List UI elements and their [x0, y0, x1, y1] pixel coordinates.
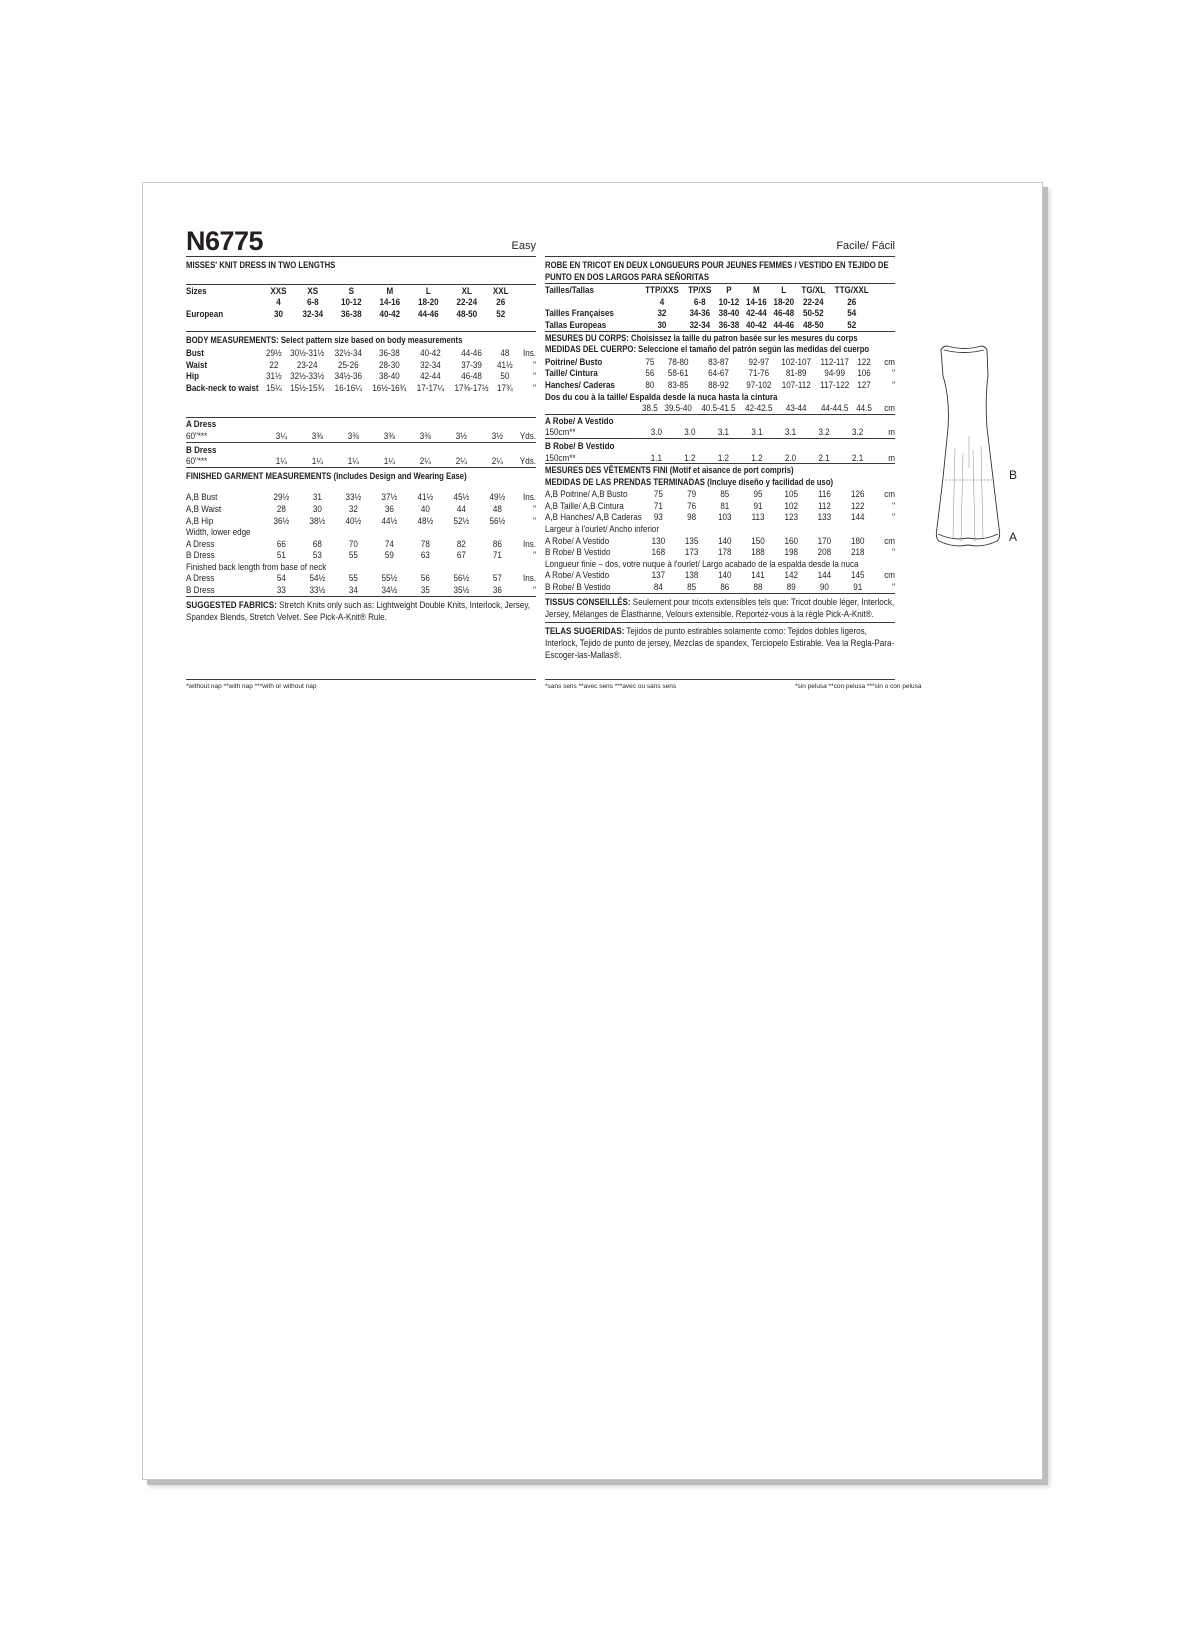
difficulty-label-fr-es: Facile/ Fácil — [836, 240, 895, 252]
dress-technical-drawing — [913, 338, 1023, 568]
view-label-b: B — [1009, 468, 1018, 482]
body-row-bust: Bust 29½ 30½-31½ 32½-34 36-38 40-42 44-46 48 Ins. — [186, 346, 537, 358]
view-label-a: A — [1009, 530, 1018, 544]
pattern-number: N6775 — [186, 226, 264, 256]
divider — [545, 679, 895, 680]
size-numbers-row: 4 6-8 10-12 14-16 18-20 22-24 26 — [276, 296, 506, 308]
width-row-a: A Dress 66 68 70 74 78 82 86 Ins. — [186, 537, 537, 549]
difficulty-label: Easy — [511, 240, 536, 252]
sizes-table — [186, 285, 536, 320]
width-row-b: B Dress 51 53 55 59 63 67 71 " — [186, 549, 537, 561]
length-row-a: A Dress 54 54½ 55 55½ 56 56½ 57 Ins. — [186, 572, 537, 584]
body-row-hip: Hip 31½ 32½-33½ 34½-36 38-40 42-44 46-48 50 " — [186, 370, 537, 382]
footnote-es: *sin pelusa **con pelusa ***sin o con pelusa — [795, 683, 922, 690]
pattern-envelope-back — [142, 182, 1043, 1480]
finished-measurements-table-fr-es: A,B Poitrine/ A,B Busto 75 79 85 95 105 116 126 cm A,B Taille/ A,B Cintura 71 76 81 91 102 112 122 " A,B Hanches/ A,B Caderas 93 98 103 113 123 133 144 " Largeur à l'ourlet/ Ancho inferior A Robe/ A Vestido 130 135 140 150 160 170 180 cm B Robe/ B Vestido 168 173 178 188 198 208 218 " Longueur finie – dos, votre nuque à l'ourlet/ Largo acabado de la espalda desde la nuca A Robe/ A Vestido 137 138 140 141 142 144 145 cm B Robe/ B Vestido 84 85 86 88 89 90 91 " — [545, 488, 896, 593]
finished-measurements-heading: FINISHED GARMENT MEASUREMENTS (Includes Design and Wearing Ease) — [186, 470, 467, 481]
european-sizes-row: European 30 32-34 36-38 40-42 44-46 48-50 52 — [186, 307, 506, 319]
body-measurements-table — [186, 347, 536, 393]
yardage-table: A Dress 60"*** 3¼ 3⅜ 3⅜ 3⅜ 3⅜ 3½ 3½ Yds. B Dress 60"*** 1¼ 1¼ 1¼ 1¼ 2¼ 2¼ 2¼ Yds. — [186, 418, 537, 467]
suggested-fabrics-es: TELAS SUGERIDAS: Tejidos de punto estirables solamente como: Tejidos dobles ligeros, Interlock, Tejido de punto de jersey, Mezclas de spandex, Terciopelo Estirable. Vea la Regla-Para-Escoger-las-Mallas®. — [545, 624, 895, 660]
finished-row-hip: A,B Hip 36½ 38½ 40½ 44½ 48½ 52½ 56½ " — [186, 514, 537, 526]
suggested-fabrics-fr: TISSUS CONSEILLÉS: Seulement pour tricots extensibles tels que: Tricot double léger, Interlock, Jersey, Mélanges de Élasthanne, Velours extensible. Reportez-vous à la règle Pick-A-Knit®. — [545, 595, 895, 619]
pattern-title: MISSES' KNIT DRESS IN TWO LENGTHS — [186, 260, 336, 270]
finished-row-waist: A,B Waist 28 30 32 36 40 44 48 " — [186, 502, 537, 514]
divider — [186, 679, 536, 680]
footnote-en: *without nap **with nap ***with or without nap — [186, 683, 317, 690]
finished-row-bust: A,B Bust 29½ 31 33½ 37½ 41½ 45½ 49½ Ins. — [186, 491, 537, 503]
sizes-table-fr-es: Tailles/Tallas TTP/XXS TP/XS P M L TG/XL TTG/XXL 4 6-8 10-12 14-16 18-20 22-24 26 Tailles Françaises 32 34-36 38-40 42-44 46-48 50-52 54 Tallas Europeas 30 32-34 36-38 40-42 44-46 48-50 52 — [545, 284, 869, 330]
pattern-title-fr-es: ROBE EN TRICOT EN DEUX LONGUEURS POUR JEUNES FEMMES / VESTIDO EN TEJIDO DE PUNTO EN DOS LARGOS PARA SEÑORITAS — [545, 260, 889, 282]
yardage-table-fr-es: A Robe/ A Vestido 150cm** 3.0 3.0 3.1 3.1 3.1 3.2 3.2 m B Robe/ B Vestido 150cm** 1.1 1.2 1.2 1.2 2.0 2.1 2.1 m — [545, 414, 896, 463]
suggested-fabrics: SUGGESTED FABRICS: Stretch Knits only such as: Lightweight Double Knits, Interlock, Jersey, Spandex Blends, Stretch Velvet. See Pick-A-Knit® Rule. — [186, 598, 530, 622]
french-spanish-content: ROBE EN TRICOT EN DEUX LONGUEURS POUR JEUNES FEMMES / VESTIDO EN TEJIDO DE PUNTO EN DOS LARGOS PARA SEÑORITAS Tailles/Tallas TTP/XXS TP/XS P M L TG/XL TTG/XXL 4 6-8 10-12 14-16 18-20 22-24 26 Tailles Françaises 32 34-36 38-40 42-44 46-48 50-52 54 Tallas Europeas 30 32-34 36-38 40-42 44-46 48-50 52 MESURES DU CORPS: Choisissez la taille du patron basée sur les mesures du corps MEDIDAS DEL CUERPO: Seleccione el tamaño del patrón según las medidas del cuerpo Poitrine/ Busto 75 78-80 83-87 92-97 102-107 112-117 122 cm Taille/ Cintura 56 58-61 64-67 71-76 81-89 94-99 106 " Hanches/ Caderas 80 83-85 88-92 97-102 107-112 117-122 127 " Dos du cou à la taille/ Espalda desde la nuca hasta la cintura 38.5 39.5-40 40.5-41.5 42-42.5 43-44 44-44.5 44.5 cm A Robe/ A Vestido 150cm** 3.0 3.0 3.1 3.1 3.1 3.2 3.2 m B Robe/ B Vestido 150cm** 1.1 1.2 1.2 1.2 2.0 2.1 2.1 m MESURES DES VÊTEMENTS FINI (Motif et aisance de port compris) MEDIDAS DE LAS PRENDAS TERMINADAS (Incluye diseño y facilidad de uso) A,B Poitrine/ A,B Busto 75 79 85 95 105 116 126 cm A,B Taille/ A,B Cintura 71 76 81 91 102 112 122 " A,B Hanches/ A,B Caderas 93 98 103 113 123 133 144 " Largeur à l'ourlet/ Ancho inferior A Robe/ A Vestido 130 135 140 150 160 170 180 cm B Robe/ B Vestido 168 173 178 188 198 208 218 " Longueur finie – dos, votre nuque à l'ourlet/ Largo acabado de la espalda desde la nuca A Robe/ A Vestido 137 138 140 141 142 144 145 cm B Robe/ B Vestido 84 85 86 88 89 90 91 " TISSUS CONSEILLÉS: Seulement pour tricots extensibles tels que: Tricot double léger, Interlock, Jersey, Mélanges de Élasthanne, Velours extensible. Reportez-vous à la règle Pick-A-Knit®. TELAS SUGERIDAS: Tejidos de punto estirables solamente como: Tejidos dobles ligeros, Interlock, Tejido de punto de jersey, Mezclas de spandex, Terciopelo Estirable. Vea la Regla-Para-Escoger-las-Mallas®. — [545, 257, 895, 661]
finished-measurements-table: A,B Bust 29½ 31 33½ 37½ 41½ 45½ 49½ Ins. A,B Waist 28 30 32 36 40 44 48 " A,B Hip 36½ 38½ 40½ 44½ 48½ 52½ 56½ " Width, lower edge A Dress 66 68 70 74 78 82 86 Ins. B Dress 51 53 55 59 63 67 71 " Finished back length from base of neck A Dress 54 54½ 55 55½ 56 56½ 57 Ins. B Dress 33 33½ 34 34½ 35 35½ 36 " — [186, 491, 537, 596]
dress-outline-icon — [913, 338, 1023, 568]
footnote-fr: *sans sens **avec sens ***avec ou sans sens — [545, 683, 677, 690]
french-spanish-column — [545, 228, 895, 661]
yardage-row-a: 60"*** 3¼ 3⅜ 3⅜ 3⅜ 3⅜ 3½ 3½ Yds. — [186, 429, 537, 441]
body-row-waist: Waist 22 23-24 25-26 28-30 32-34 37-39 41½ " — [186, 358, 537, 370]
yardage-row-b: 60"*** 1¼ 1¼ 1¼ 1¼ 2¼ 2¼ 2¼ Yds. — [186, 455, 537, 467]
length-row-b: B Dress 33 33½ 34 34½ 35 35½ 36 " — [186, 584, 537, 596]
sizes-row: Sizes XXS XS S M L XL XXL — [186, 284, 509, 296]
body-measurements-table-fr-es: Poitrine/ Busto 75 78-80 83-87 92-97 102-107 112-117 122 cm Taille/ Cintura 56 58-61 64-67 71-76 81-89 94-99 106 " Hanches/ Caderas 80 83-85 88-92 97-102 107-112 117-122 127 " Dos du cou à la taille/ Espalda desde la nuca hasta la cintura 38.5 39.5-40 40.5-41.5 42-42.5 43-44 44-44.5 44.5 cm — [545, 355, 896, 414]
body-row-back-neck: Back-neck to waist 15¼ 15½-15¾ 16-16¼ 16½-16¾ 17-17¼ 17⅜-17½ 17¾ " — [186, 381, 537, 393]
body-measurements-heading: BODY MEASUREMENTS: Select pattern size based on body measurements — [186, 335, 463, 346]
english-column — [186, 228, 536, 623]
english-content — [186, 257, 536, 623]
